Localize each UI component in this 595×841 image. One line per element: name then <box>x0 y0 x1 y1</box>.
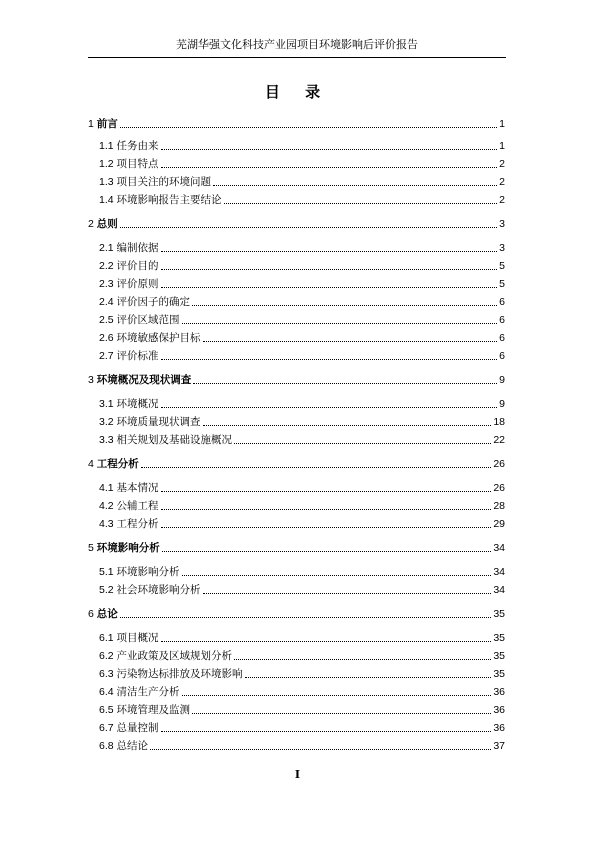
toc-dot-leader <box>161 641 492 642</box>
toc-section-entry[interactable] <box>88 193 505 207</box>
header-rule <box>88 57 506 58</box>
toc-entry-number: 5.2 <box>99 584 117 596</box>
toc-dot-leader <box>192 305 497 306</box>
toc-entry-title: 环境管理及监测 <box>116 704 191 716</box>
toc-entry-number: 2.1 <box>99 242 117 254</box>
toc-chapter-entry[interactable] <box>88 117 505 131</box>
toc-entry-title: 评价因子的确定 <box>116 296 191 308</box>
toc-entry-title: 污染物达标排放及环境影响 <box>116 668 243 680</box>
toc-entry-number: 6 <box>88 608 97 620</box>
toc-entry-page: 34 <box>493 584 505 596</box>
toc-entry-title: 项目关注的环境问题 <box>116 176 212 188</box>
toc-entry-page: 36 <box>493 722 505 734</box>
toc-dot-leader <box>203 341 498 342</box>
toc-entry-title: 总量控制 <box>116 722 159 734</box>
toc-entry-title: 评价标准 <box>116 350 159 362</box>
toc-entry-page: 2 <box>499 158 505 170</box>
toc-dot-leader <box>203 425 492 426</box>
toc-section-entry[interactable] <box>88 481 505 495</box>
toc-entry-page: 6 <box>499 296 505 308</box>
toc-entry-page: 36 <box>493 686 505 698</box>
toc-entry-number: 2.2 <box>99 260 117 272</box>
toc-entry-number: 3.3 <box>99 434 117 446</box>
toc-section-entry[interactable] <box>88 667 505 681</box>
toc-entry-page: 36 <box>493 704 505 716</box>
toc-entry-number: 6.4 <box>99 686 117 698</box>
toc-entry-number: 6.7 <box>99 722 117 734</box>
toc-entry-page: 6 <box>499 314 505 326</box>
toc-dot-leader <box>161 491 492 492</box>
toc-entry-number: 2.6 <box>99 332 117 344</box>
page-number: I <box>294 768 301 781</box>
toc-dot-leader <box>120 617 492 618</box>
toc-section-entry[interactable] <box>88 349 505 363</box>
toc-entry-number: 4.2 <box>99 500 117 512</box>
toc-dot-leader <box>161 509 492 510</box>
toc-entry-title: 环境影响分析 <box>96 542 160 554</box>
toc-entry-title: 环境质量现状调查 <box>116 416 201 428</box>
toc-dot-leader <box>161 149 498 150</box>
toc-section-entry[interactable] <box>88 331 505 345</box>
toc-entry-page: 34 <box>493 542 505 554</box>
toc-section-entry[interactable] <box>88 649 505 663</box>
toc-entry-title: 相关规划及基础设施概况 <box>116 434 233 446</box>
toc-section-entry[interactable] <box>88 241 505 255</box>
toc-entry-title: 总则 <box>96 218 118 230</box>
toc-dot-leader <box>193 383 497 384</box>
toc-dot-leader <box>224 203 498 204</box>
toc-dot-leader <box>213 185 497 186</box>
toc-entry-page: 3 <box>499 218 505 230</box>
toc-entry-page: 3 <box>499 242 505 254</box>
toc-title: 目 录 <box>264 83 331 101</box>
toc-chapter-entry[interactable] <box>88 457 505 471</box>
toc-entry-title: 任务由来 <box>116 140 159 152</box>
toc-dot-leader <box>234 443 491 444</box>
toc-entry-number: 1.2 <box>99 158 117 170</box>
toc-entry-page: 37 <box>493 740 505 752</box>
toc-section-entry[interactable] <box>88 583 505 597</box>
toc-dot-leader <box>161 251 498 252</box>
toc-entry-title: 总论 <box>96 608 118 620</box>
toc-entry-number: 1.3 <box>99 176 117 188</box>
toc-entry-number: 4 <box>88 458 97 470</box>
toc-entry-title: 编制依据 <box>116 242 159 254</box>
toc-entry-page: 29 <box>493 518 505 530</box>
toc-dot-leader <box>203 593 492 594</box>
toc-entry-title: 项目特点 <box>116 158 159 170</box>
toc-entry-title: 评价区域范围 <box>116 314 180 326</box>
toc-entry-title: 环境敏感保护目标 <box>116 332 201 344</box>
toc-chapter-entry[interactable] <box>88 607 505 621</box>
toc-chapter-entry[interactable] <box>88 373 505 387</box>
toc-entry-number: 3.2 <box>99 416 117 428</box>
toc-dot-leader <box>161 407 498 408</box>
toc-entry-number: 5.1 <box>99 566 117 578</box>
toc-entry-number: 5 <box>88 542 97 554</box>
toc-entry-title: 项目概况 <box>116 632 159 644</box>
toc-entry-number: 6.1 <box>99 632 117 644</box>
toc-entry-number: 6.5 <box>99 704 117 716</box>
toc-entry-page: 1 <box>499 140 505 152</box>
toc-dot-leader <box>162 551 492 552</box>
toc-dot-leader <box>234 659 491 660</box>
toc-entry-page: 26 <box>493 458 505 470</box>
toc-section-entry[interactable] <box>88 565 505 579</box>
toc-entry-page: 35 <box>493 608 505 620</box>
toc-entry-title: 环境影响报告主要结论 <box>116 194 222 206</box>
toc-entry-number: 6.2 <box>99 650 117 662</box>
toc-entry-title: 前言 <box>96 118 118 130</box>
toc-entry-page: 35 <box>493 668 505 680</box>
toc-entry-number: 2.5 <box>99 314 117 326</box>
toc-entry-title: 清洁生产分析 <box>116 686 180 698</box>
toc-section-entry[interactable] <box>88 139 505 153</box>
toc-entry-page: 28 <box>493 500 505 512</box>
toc-section-entry[interactable] <box>88 313 505 327</box>
toc-section-entry[interactable] <box>88 517 505 531</box>
toc-entry-page: 35 <box>493 650 505 662</box>
toc-entry-title: 环境概况 <box>116 398 159 410</box>
toc-entry-page: 2 <box>499 176 505 188</box>
toc-entry-page: 6 <box>499 332 505 344</box>
toc-entry-title: 工程分析 <box>116 518 159 530</box>
toc-dot-leader <box>245 677 492 678</box>
toc-dot-leader <box>120 227 497 228</box>
toc-section-entry[interactable] <box>88 277 505 291</box>
toc-entry-number: 2.7 <box>99 350 117 362</box>
toc-entry-number: 1 <box>88 118 97 130</box>
toc-entry-page: 5 <box>499 278 505 290</box>
toc-dot-leader <box>161 167 498 168</box>
toc-dot-leader <box>192 713 491 714</box>
running-header: 芜湖华强文化科技产业园项目环境影响后评价报告 <box>176 38 418 51</box>
toc-entry-number: 3.1 <box>99 398 117 410</box>
toc-entry-page: 1 <box>499 118 505 130</box>
toc-entry-number: 6.8 <box>99 740 117 752</box>
toc-dot-leader <box>120 127 497 128</box>
toc-dot-leader <box>161 359 498 360</box>
toc-entry-number: 3 <box>88 374 97 386</box>
toc-entry-page: 2 <box>499 194 505 206</box>
toc-section-entry[interactable] <box>88 499 505 513</box>
toc-entry-title: 产业政策及区域规划分析 <box>116 650 233 662</box>
toc-section-entry[interactable] <box>88 433 505 447</box>
toc-dot-leader <box>161 287 498 288</box>
toc-section-entry[interactable] <box>88 739 505 753</box>
toc-dot-leader <box>182 695 492 696</box>
toc-entry-title: 工程分析 <box>96 458 139 470</box>
toc-section-entry[interactable] <box>88 631 505 645</box>
toc-entry-title: 评价目的 <box>116 260 159 272</box>
toc-entry-number: 6.3 <box>99 668 117 680</box>
toc-entry-page: 35 <box>493 632 505 644</box>
toc-entry-title: 社会环境影响分析 <box>116 584 201 596</box>
toc-dot-leader <box>161 269 498 270</box>
toc-chapter-entry[interactable] <box>88 541 505 555</box>
toc-entry-number: 2 <box>88 218 97 230</box>
toc-entry-page: 22 <box>493 434 505 446</box>
toc-dot-leader <box>141 467 492 468</box>
toc-entry-page: 34 <box>493 566 505 578</box>
toc-dot-leader <box>161 731 492 732</box>
toc-section-entry[interactable] <box>88 397 505 411</box>
toc-entry-number: 2.4 <box>99 296 117 308</box>
toc-entry-page: 9 <box>499 374 505 386</box>
toc-dot-leader <box>161 527 492 528</box>
toc-section-entry[interactable] <box>88 415 505 429</box>
toc-dot-leader <box>182 575 492 576</box>
toc-dot-leader <box>182 323 498 324</box>
toc-entry-title: 评价原则 <box>116 278 159 290</box>
toc-dot-leader <box>150 749 491 750</box>
toc-entry-page: 18 <box>493 416 505 428</box>
toc-entry-page: 9 <box>499 398 505 410</box>
toc-entry-number: 1.1 <box>99 140 117 152</box>
toc-section-entry[interactable] <box>88 157 505 171</box>
toc-section-entry[interactable] <box>88 175 505 189</box>
toc-entry-number: 1.4 <box>99 194 117 206</box>
toc-entry-title: 总结论 <box>116 740 149 752</box>
toc-entry-title: 环境概况及现状调查 <box>96 374 192 386</box>
toc-entry-title: 环境影响分析 <box>116 566 180 578</box>
toc-chapter-entry[interactable] <box>88 217 505 231</box>
toc-entry-number: 4.1 <box>99 482 117 494</box>
toc-entry-number: 2.3 <box>99 278 117 290</box>
toc-entry-title: 公辅工程 <box>116 500 159 512</box>
toc-section-entry[interactable] <box>88 295 505 309</box>
toc-entry-number: 4.3 <box>99 518 117 530</box>
toc-section-entry[interactable] <box>88 703 505 717</box>
toc-entry-page: 26 <box>493 482 505 494</box>
toc-entry-page: 5 <box>499 260 505 272</box>
toc-section-entry[interactable] <box>88 259 505 273</box>
toc-section-entry[interactable] <box>88 721 505 735</box>
toc-entry-title: 基本情况 <box>116 482 159 494</box>
toc-section-entry[interactable] <box>88 685 505 699</box>
toc-entry-page: 6 <box>499 350 505 362</box>
